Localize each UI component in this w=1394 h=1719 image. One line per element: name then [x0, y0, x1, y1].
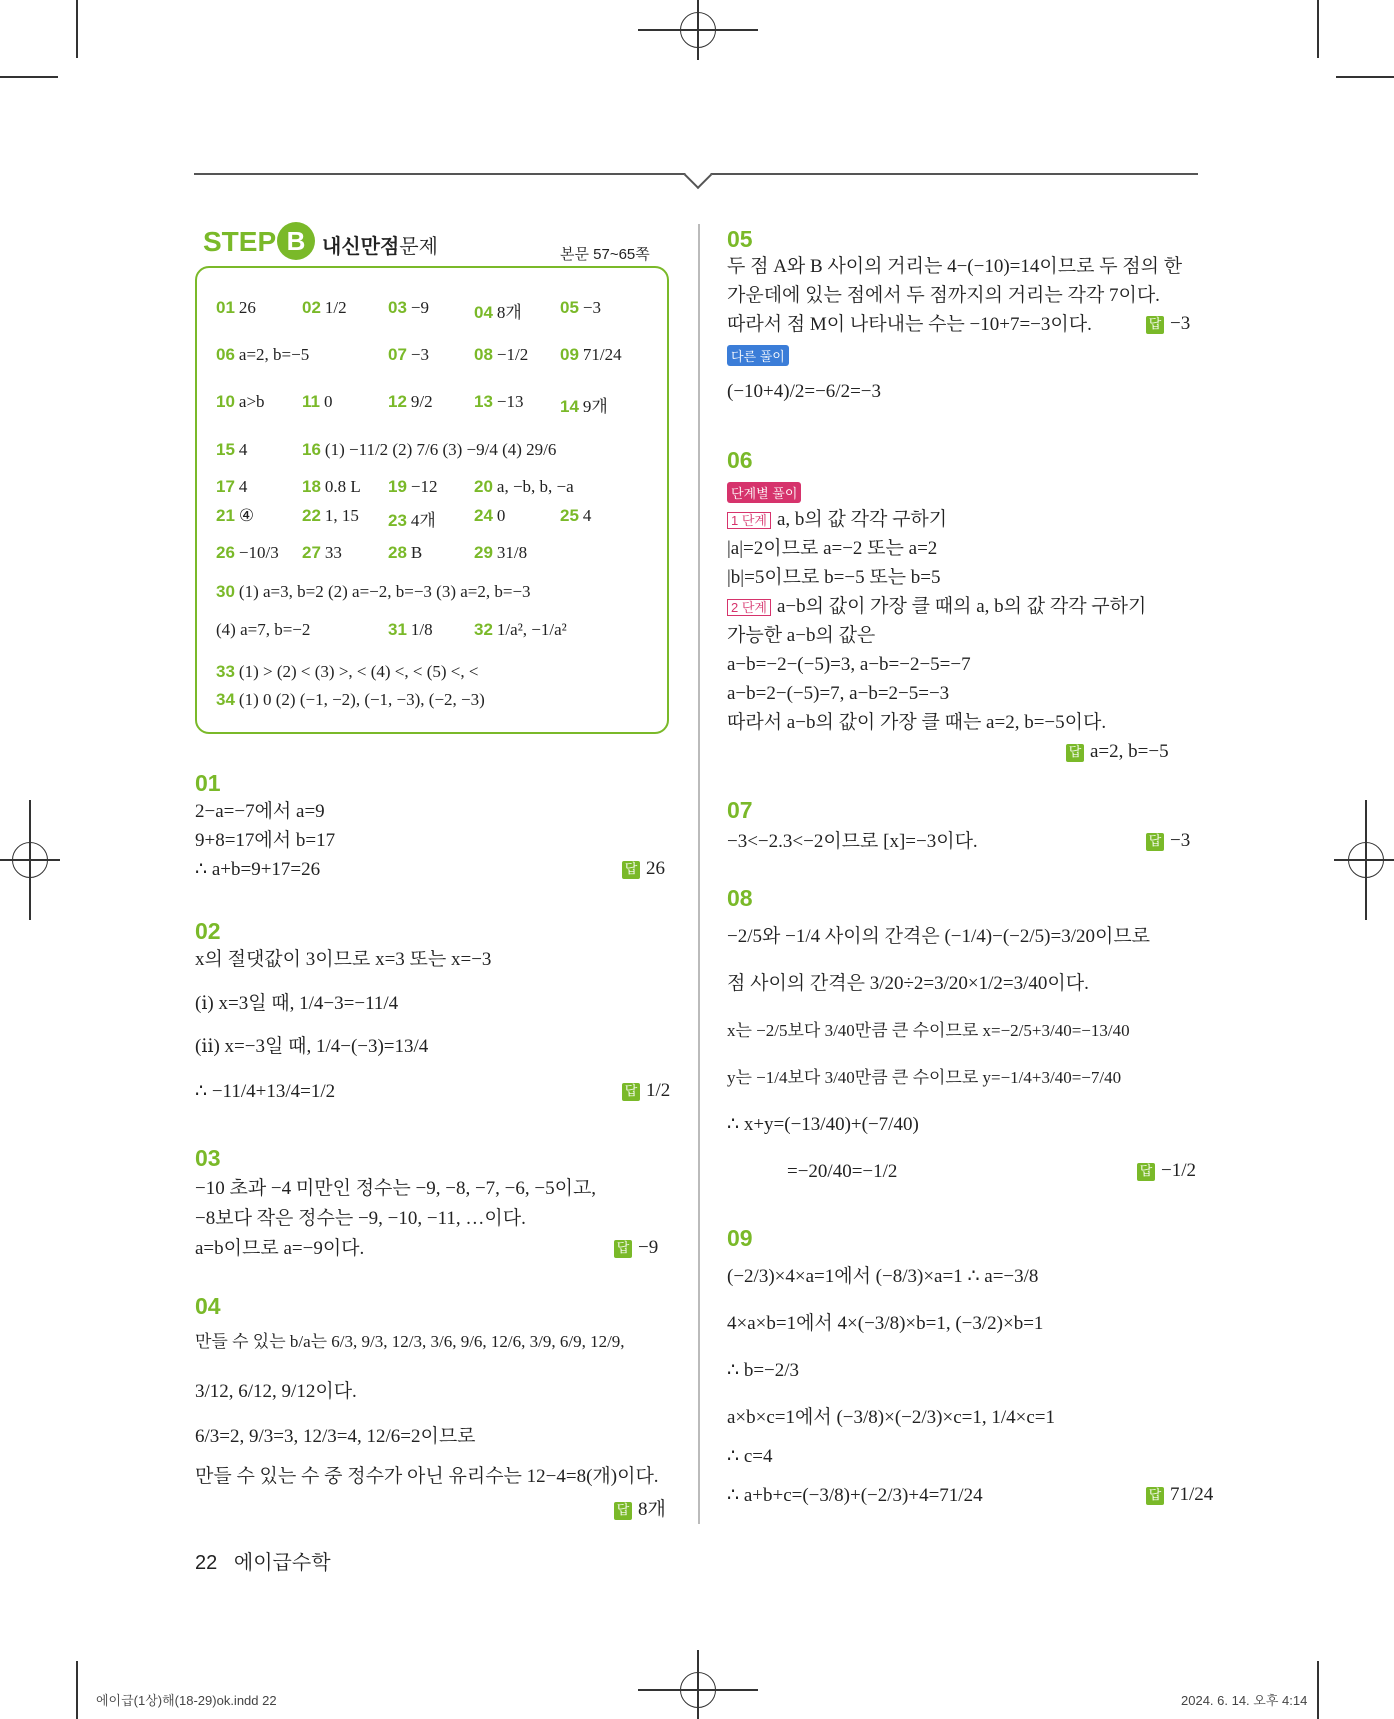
summary-item: 16 (1) −11/2 (2) 7/6 (3) −9/4 (4) 29/6 — [302, 440, 557, 459]
solution-title: 04 — [195, 1293, 221, 1319]
registration-mark — [697, 1650, 699, 1719]
answer-icon: 답 — [622, 1083, 640, 1101]
solution-line: a−b=2−(−5)=7, a−b=2−5=−3 — [727, 683, 950, 704]
summary-item: 19 −12 — [388, 477, 438, 496]
solution-line: ∴ −11/4+13/4=1/2 — [195, 1081, 336, 1102]
header-notch — [684, 161, 712, 189]
summary-item: 18 0.8 L — [302, 477, 361, 496]
answer-label: 답 26 — [622, 858, 665, 880]
answer-icon: 답 — [622, 861, 640, 879]
crop-mark — [1336, 76, 1394, 78]
summary-item: 08 −1/2 — [474, 345, 529, 364]
solution-title: 03 — [195, 1145, 221, 1171]
alt-solution-badge: 다른 풀이 — [727, 345, 789, 366]
step-solution-badge: 단계별 풀이 — [727, 482, 801, 503]
solution-title: 02 — [195, 918, 221, 944]
summary-item: 06 a=2, b=−5 — [216, 345, 310, 364]
summary-item: 13 −13 — [474, 392, 524, 411]
summary-item: 32 1/a², −1/a² — [474, 620, 567, 639]
solution-line: 따라서 점 M이 나타내는 수는 −10+7=−3이다. — [727, 314, 1092, 335]
solution-line: −10 초과 −4 미만인 정수는 −9, −8, −7, −6, −5이고, — [195, 1178, 597, 1199]
solution-line: 만들 수 있는 수 중 정수가 아닌 유리수는 12−4=8(개)이다. — [195, 1466, 659, 1487]
solution-line: −8보다 작은 정수는 −9, −10, −11, …이다. — [195, 1208, 526, 1229]
summary-item: 14 9개 — [560, 397, 608, 416]
step-label: STEP — [203, 226, 277, 257]
solution-line: |a|=2이므로 a=−2 또는 a=2 — [727, 538, 938, 559]
summary-item: 02 1/2 — [302, 298, 347, 317]
solution-line: ∴ a+b=9+17=26 — [195, 859, 321, 880]
summary-item: 28 B — [388, 543, 423, 562]
summary-item: 20 a, −b, b, −a — [474, 477, 574, 496]
answer-label: 답 8개 — [614, 1494, 666, 1521]
solution-line: 만들 수 있는 b/a는 6/3, 9/3, 12/3, 3/6, 9/6, 12/6, 3/9, 6/9, 12/9, — [195, 1332, 625, 1351]
registration-mark — [1365, 800, 1367, 920]
alt-solution-line: (−10+4)/2=−6/2=−3 — [727, 381, 882, 402]
crop-mark — [76, 0, 78, 58]
solution-line: 가운데에 있는 점에서 두 점까지의 거리는 각각 7이다. — [727, 285, 1160, 306]
answer-icon: 답 — [1146, 833, 1164, 851]
solution-line: (−2/3)×4×a=1에서 (−8/3)×a=1 ∴ a=−3/8 — [727, 1266, 1039, 1287]
solution-line: 2−a=−7에서 a=9 — [195, 801, 325, 822]
solution-title: 06 — [727, 447, 753, 473]
summary-item: 26 −10/3 — [216, 543, 279, 562]
answer-icon: 답 — [614, 1240, 632, 1258]
answer-label: 답 1/2 — [622, 1080, 670, 1102]
solution-line: |b|=5이므로 b=−5 또는 b=5 — [727, 567, 941, 588]
step-heading: 1 단계 a, b의 값 각각 구하기 — [727, 508, 947, 533]
solution-title: 05 — [727, 226, 753, 252]
solution-title: 09 — [727, 1225, 753, 1251]
summary-item: 23 4개 — [388, 511, 436, 530]
solution-line: 4×a×b=1에서 4×(−3/8)×b=1, (−3/2)×b=1 — [727, 1313, 1044, 1334]
summary-item: 21 ④ — [216, 506, 255, 525]
column-divider — [698, 224, 700, 1524]
solution-line: ∴ x+y=(−13/40)+(−7/40) — [727, 1114, 919, 1135]
summary-item: 07 −3 — [388, 345, 430, 364]
solution-line: 3/12, 6/12, 9/12이다. — [195, 1381, 357, 1402]
step-heading: 2 단계 a−b의 값이 가장 클 때의 a, b의 값 각각 구하기 — [727, 595, 1146, 620]
summary-item: 27 33 — [302, 543, 342, 562]
solution-line: =−20/40=−1/2 — [787, 1161, 898, 1182]
summary-item: 22 1, 15 — [302, 506, 359, 525]
answer-label: 답 −1/2 — [1137, 1160, 1196, 1182]
summary-item: 11 0 — [302, 392, 333, 411]
crop-mark — [1317, 1661, 1319, 1719]
registration-mark — [29, 800, 31, 920]
answer-label: 답 −3 — [1146, 830, 1190, 852]
page-reference: 본문 57~65쪽 — [560, 246, 650, 263]
summary-item: 34 (1) 0 (2) (−1, −2), (−1, −3), (−2, −3) — [216, 690, 485, 709]
registration-mark — [1334, 859, 1394, 861]
solution-line: y는 −1/4보다 3/40만큼 큰 수이므로 y=−1/4+3/40=−7/40 — [727, 1068, 1122, 1087]
print-timestamp: 2024. 6. 14. 오후 4:14 — [1181, 1693, 1308, 1708]
solution-line: 9+8=17에서 b=17 — [195, 830, 336, 851]
summary-item: 03 −9 — [388, 298, 430, 317]
answer-label: 답 71/24 — [1146, 1484, 1213, 1506]
print-file-name: 에이급(1상)해(18-29)ok.indd 22 — [96, 1693, 277, 1708]
summary-item: 15 4 — [216, 440, 248, 459]
solution-line: 따라서 a−b의 값이 가장 클 때는 a=2, b=−5이다. — [727, 712, 1107, 733]
solution-title: 01 — [195, 770, 221, 796]
solution-line: a−b=−2−(−5)=3, a−b=−2−5=−7 — [727, 654, 971, 675]
summary-item: 31 1/8 — [388, 620, 433, 639]
summary-item: 33 (1) > (2) < (3) >, < (4) <, < (5) <, < — [216, 662, 479, 681]
solution-line: 두 점 A와 B 사이의 거리는 4−(−10)=14이므로 두 점의 한 — [727, 256, 1183, 277]
answer-label: 답 −3 — [1146, 313, 1190, 335]
solution-line: x는 −2/5보다 3/40만큼 큰 수이므로 x=−2/5+3/40=−13/40 — [727, 1021, 1130, 1040]
solution-line: x의 절댓값이 3이므로 x=3 또는 x=−3 — [195, 949, 492, 970]
crop-mark — [1317, 0, 1319, 58]
solution-line: ∴ c=4 — [727, 1446, 773, 1467]
solution-line: −2/5와 −1/4 사이의 간격은 (−1/4)−(−2/5)=3/20이므로 — [727, 926, 1151, 947]
answer-icon: 답 — [1066, 744, 1084, 762]
solution-line: ∴ b=−2/3 — [727, 1360, 800, 1381]
summary-item: 01 26 — [216, 298, 256, 317]
summary-item: 24 0 — [474, 506, 506, 525]
summary-item: (4) a=7, b=−2 — [216, 620, 311, 639]
solution-line: 6/3=2, 9/3=3, 12/3=4, 12/6=2이므로 — [195, 1426, 476, 1447]
answer-label: 답 −9 — [614, 1237, 658, 1259]
solution-line: (ⅰ) x=3일 때, 1/4−3=−11/4 — [195, 993, 399, 1014]
solution-title: 08 — [727, 885, 753, 911]
summary-item: 12 9/2 — [388, 392, 433, 411]
solution-line: −3<−2.3<−2이므로 [x]=−3이다. — [727, 831, 978, 852]
summary-item: 25 4 — [560, 506, 592, 525]
answer-icon: 답 — [1137, 1163, 1155, 1181]
registration-mark — [697, 0, 699, 60]
summary-item: 29 31/8 — [474, 543, 528, 562]
summary-item: 09 71/24 — [560, 345, 622, 364]
summary-item: 30 (1) a=3, b=2 (2) a=−2, b=−3 (3) a=2, b=−3 — [216, 582, 531, 601]
solution-line: ∴ a+b+c=(−3/8)+(−2/3)+4=71/24 — [727, 1485, 983, 1506]
section-title: 내신만점문제 — [322, 236, 438, 258]
solution-title: 07 — [727, 797, 753, 823]
summary-item: 10 a>b — [216, 392, 265, 411]
answer-icon: 답 — [614, 1502, 632, 1520]
solution-line: 점 사이의 간격은 3/20÷2=3/20×1/2=3/40이다. — [727, 973, 1089, 994]
page-footer: 22 에이급수학 — [195, 1552, 331, 1574]
solution-line: 가능한 a−b의 값은 — [727, 625, 876, 646]
answer-label: 답 a=2, b=−5 — [1066, 741, 1169, 763]
summary-item: 04 8개 — [474, 303, 522, 322]
answer-icon: 답 — [1146, 316, 1164, 334]
solution-line: a×b×c=1에서 (−3/8)×(−2/3)×c=1, 1/4×c=1 — [727, 1407, 1055, 1428]
solution-line: a=b이므로 a=−9이다. — [195, 1238, 365, 1259]
answer-icon: 답 — [1146, 1487, 1164, 1505]
step-letter-badge: B — [277, 222, 315, 260]
summary-item: 05 −3 — [560, 298, 602, 317]
crop-mark — [0, 76, 58, 78]
crop-mark — [76, 1661, 78, 1719]
summary-item: 17 4 — [216, 477, 248, 496]
solution-line: (ⅱ) x=−3일 때, 1/4−(−3)=13/4 — [195, 1036, 429, 1057]
